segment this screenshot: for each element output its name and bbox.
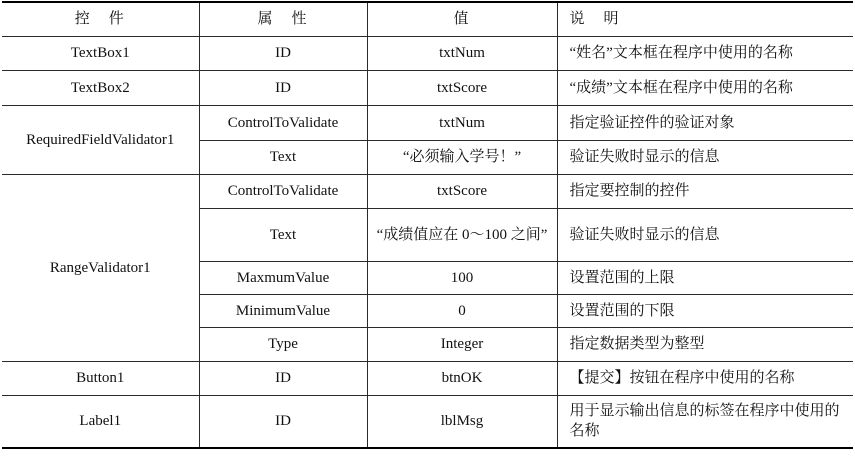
- table-row: [2, 105, 853, 140]
- cell-value: txtScore: [367, 174, 557, 208]
- control-property-table: [2, 1, 853, 449]
- cell-property: ID: [199, 36, 367, 70]
- cell-description: 设置范围的上限: [557, 261, 853, 294]
- cell-description: “姓名”文本框在程序中使用的名称: [557, 36, 853, 70]
- cell-value: txtNum: [367, 36, 557, 70]
- cell-control: Label1: [2, 395, 199, 448]
- cell-control: TextBox1: [2, 36, 199, 70]
- cell-property: Text: [199, 208, 367, 261]
- cell-description: 用于显示输出信息的标签在程序中使用的名称: [557, 395, 853, 448]
- cell-value: btnOK: [367, 361, 557, 395]
- header-control: 控 件: [2, 2, 199, 36]
- table-row: [2, 70, 853, 105]
- cell-description: 验证失败时显示的信息: [557, 140, 853, 174]
- cell-control: RequiredFieldValidator1: [2, 105, 199, 174]
- table-row: [2, 174, 853, 208]
- table-row: [2, 395, 853, 448]
- cell-value: txtScore: [367, 70, 557, 105]
- cell-value: Integer: [367, 327, 557, 361]
- cell-description: 指定要控制的控件: [557, 174, 853, 208]
- table-row: [2, 36, 853, 70]
- cell-property: Text: [199, 140, 367, 174]
- cell-property: ID: [199, 70, 367, 105]
- cell-property: Type: [199, 327, 367, 361]
- cell-property: ID: [199, 361, 367, 395]
- cell-property: ControlToValidate: [199, 174, 367, 208]
- cell-property: ControlToValidate: [199, 105, 367, 140]
- cell-value: 100: [367, 261, 557, 294]
- cell-description: “成绩”文本框在程序中使用的名称: [557, 70, 853, 105]
- cell-property: MinimumValue: [199, 294, 367, 327]
- cell-value: “必须输入学号！”: [367, 140, 557, 174]
- cell-description: 设置范围的下限: [557, 294, 853, 327]
- header-property: 属 性: [199, 2, 367, 36]
- cell-value: 0: [367, 294, 557, 327]
- cell-description: 【提交】按钮在程序中使用的名称: [557, 361, 853, 395]
- cell-description: 验证失败时显示的信息: [557, 208, 853, 261]
- table-row: [2, 361, 853, 395]
- cell-property: MaxmumValue: [199, 261, 367, 294]
- cell-control: TextBox2: [2, 70, 199, 105]
- table-header-row: [2, 2, 853, 36]
- cell-value: txtNum: [367, 105, 557, 140]
- header-description: 说 明: [557, 2, 853, 36]
- cell-control: Button1: [2, 361, 199, 395]
- cell-value: lblMsg: [367, 395, 557, 448]
- cell-value: “成绩值应在 0～100 之间”: [367, 208, 557, 261]
- cell-control: RangeValidator1: [2, 174, 199, 361]
- cell-property: ID: [199, 395, 367, 448]
- cell-description: 指定验证控件的验证对象: [557, 105, 853, 140]
- cell-description: 指定数据类型为整型: [557, 327, 853, 361]
- header-value: 值: [367, 2, 557, 36]
